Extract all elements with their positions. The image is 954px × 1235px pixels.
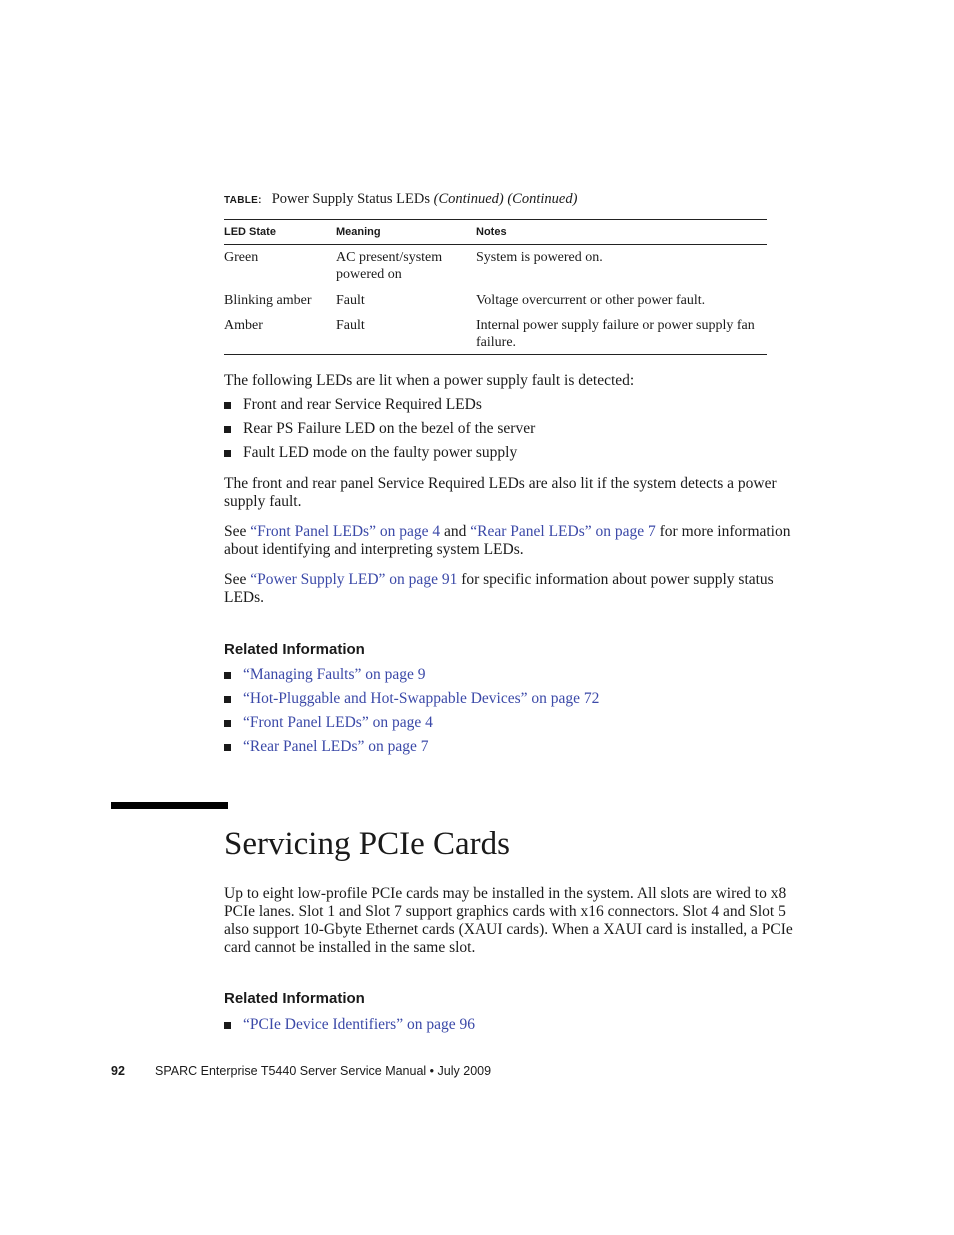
list-item: Fault LED mode on the faulty power supply	[224, 441, 535, 465]
table-cell: Blinking amber	[224, 293, 312, 308]
list-item	[224, 711, 599, 735]
table-caption-continued: (Continued) (Continued)	[433, 191, 578, 207]
footer-date: July 2009	[437, 1064, 492, 1078]
table-header-notes: Notes	[476, 226, 507, 238]
related-information-heading: Related Information	[224, 641, 365, 658]
related-links-list	[224, 663, 599, 759]
fault-led-list	[224, 393, 535, 465]
see-power-supply-paragraph: See “Power Supply LED” on page 91 for specific information about power supply status LEDs.	[224, 571, 774, 606]
related-information-heading: Related Information	[224, 990, 365, 1007]
table-cell: AC present/system powered on	[336, 250, 443, 282]
footer-bullet: •	[429, 1064, 435, 1078]
section-title: Servicing PCIe Cards	[224, 826, 510, 862]
table-caption-title: Power Supply Status LEDs	[271, 191, 431, 207]
table-cell: Green	[224, 250, 259, 265]
link-pcie-device-identifiers[interactable]: “PCIe Device Identifiers” on page 96	[243, 1016, 475, 1033]
table-header-meaning: Meaning	[336, 226, 381, 238]
fault-intro-paragraph: The following LEDs are lit when a power supply fault is detected:	[224, 372, 635, 389]
table-cell: System is powered on.	[476, 250, 603, 265]
list-item	[224, 1013, 475, 1037]
section-heading-bar	[111, 802, 228, 809]
table-header-rule	[224, 244, 767, 245]
link-power-supply-led[interactable]: “Power Supply LED” on page 91	[250, 571, 458, 588]
footer-text: SPARC Enterprise T5440 Server Service Manual • July 2009	[155, 1064, 492, 1078]
service-required-paragraph: The front and rear panel Service Required LEDs are also lit if the system detects a power supply fault.	[224, 475, 777, 510]
bullet-icon	[224, 720, 231, 727]
table-cell: Fault	[336, 318, 365, 333]
bullet-icon	[224, 1022, 231, 1029]
bullet-icon	[224, 426, 231, 433]
link-front-panel-leds[interactable]: “Front Panel LEDs” on page 4	[250, 523, 441, 540]
table-caption-tag: TABLE:	[224, 195, 262, 206]
link-rear-panel-leds[interactable]: “Rear Panel LEDs” on page 7	[243, 738, 429, 755]
table-cell: Amber	[224, 318, 263, 333]
table-bottom-rule	[224, 354, 767, 355]
table-cell: Voltage overcurrent or other power fault.	[476, 293, 706, 308]
table-cell: Fault	[336, 293, 365, 308]
table-caption	[224, 191, 577, 208]
bullet-icon	[224, 696, 231, 703]
section-body-paragraph: Up to eight low-profile PCIe cards may be installed in the system. All slots are wired to x8 PCIe lanes. Slot 1 and Slot 7 support graphics cards with x16 connectors. Slot 4 and Slot 5 also support 10-Gbyte Ethernet cards (XAUI cards). When a XAUI card is installed, a PCIe card cannot be installed in the same slot.	[224, 885, 793, 956]
list-item: Front and rear Service Required LEDs	[224, 393, 535, 417]
table-top-rule	[224, 219, 767, 220]
bullet-icon	[224, 402, 231, 409]
bullet-icon	[224, 672, 231, 679]
link-managing-faults[interactable]: “Managing Faults” on page 9	[243, 666, 426, 683]
bullet-icon	[224, 450, 231, 457]
list-item	[224, 735, 599, 759]
link-rear-panel-leds[interactable]: “Rear Panel LEDs” on page 7	[470, 523, 656, 540]
list-item: Rear PS Failure LED on the bezel of the server	[224, 417, 535, 441]
link-hot-pluggable-devices[interactable]: “Hot-Pluggable and Hot-Swappable Devices” on page 72	[243, 690, 600, 707]
table-cell: Internal power supply failure or power supply fan failure.	[476, 318, 755, 350]
link-front-panel-leds[interactable]: “Front Panel LEDs” on page 4	[243, 714, 433, 731]
see-leds-paragraph: See “Front Panel LEDs” on page 4 and “Rear Panel LEDs” on page 7 for more information about identifying and interpreting system LEDs.	[224, 523, 791, 558]
page-number: 92	[111, 1064, 125, 1078]
list-item	[224, 687, 599, 711]
bullet-icon	[224, 744, 231, 751]
related-links-list	[224, 1013, 475, 1037]
table-header-led-state: LED State	[224, 226, 276, 238]
list-item	[224, 663, 599, 687]
